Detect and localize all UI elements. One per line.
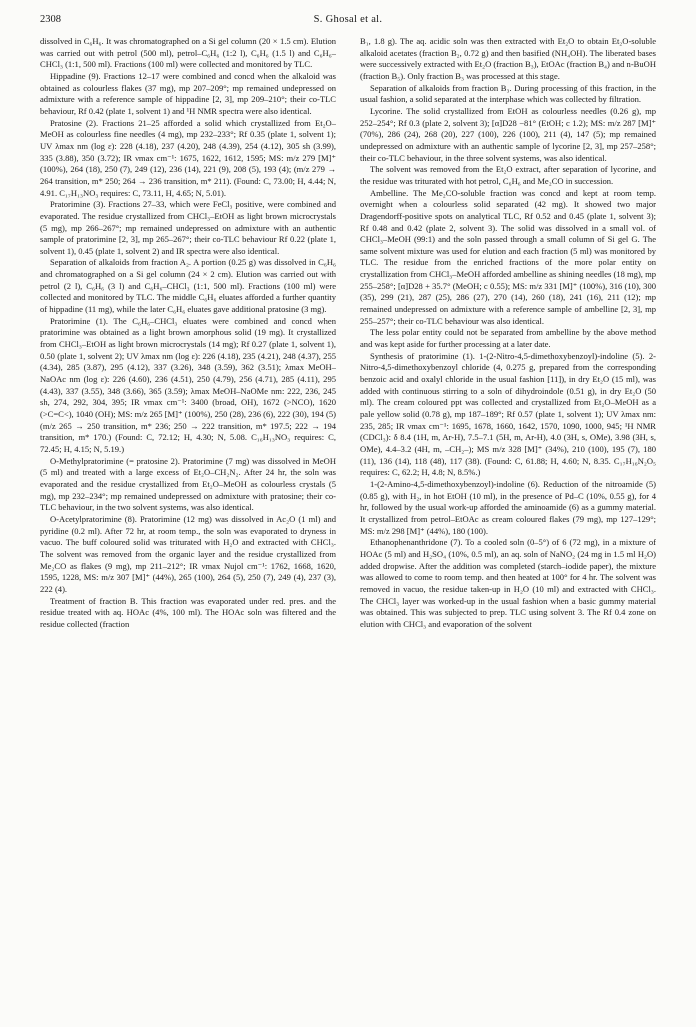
two-column-body: [40, 36, 656, 1011]
paragraph: 1-(2-Amino-4,5-dimethoxybenzoyl)-indoline (6). Reduction of the nitroamide (5) (0.85 g), with H₂, in hot EtOH (10 ml), in the presence of Pd–C (10%, 0.55 g), for 4 hr, followed by the usual work-up afforded the aminoamide (6) as a gummy material. It crystallized from petrol–EtOAc as cream coloured flakes (79 mg), mp 127–129°; MS: m/z 298 [M]⁺ (44%), 180 (100).: [360, 478, 656, 536]
paragraph: Separation of alkaloids from fraction A₂. A portion (0.25 g) was dissolved in C₆H₆ and chromatographed on a Si gel column (24 × 2 cm). Elution was carried out with petrol (2 l), C₆H₆ (3 l) and C₆H₆–CHCl₃ (1:1, 500 ml). Fractions (100 ml) were collected and monitored by TLC. The middle C₆H₆ eluates afforded a further quantity of hippadine (11 mg), while the later C₆H₆ eluates gave additional pratosine (3 mg).: [40, 257, 336, 315]
paragraph: Synthesis of pratorimine (1). 1-(2-Nitro-4,5-dimethoxybenzoyl)-indoline (5). 2-Nitro-4,5-dimethoxybenzoyl chloride (4, 0.275 g, prepared from the corresponding benzoic acid and oxalyl chloride in the usual fashion [11]), in dry Et₂O (15 ml), was added with continuous stirring to a soln of dihydroindole (0.51 g), in dry Et₂O (50 ml). The cream coloured ppt was collected and crystallized from Et₂O–MeOH as a pale yellow solid (0.78 g), mp 187–189°; Rf 0.57 (plate 1, solvent 1); UV λmax nm: 235, 285; IR νmax cm⁻¹: 1695, 1678, 1660, 1642, 1570, 1090, 1000, 945; ¹H NMR (CDCl₃): δ 8.4 (1H, m, Ar-H), 7.5–7.1 (5H, m, Ar-H), 4.0 (3H, s, OMe), 3.98 (3H, s, OMe), 4.4–3.2 (4H, m, –CH₂–); MS m/z 328 [M]⁺ (34%), 210 (100), 195 (7), 180 (11), 136 (14), 118 (48), 117 (38). (Found: C, 61.88; H, 4.60; N, 8.35. C₁₇H₁₆N₂O₅ requires: C, 62.2; H, 4.8; N, 8.5%.): [360, 350, 656, 478]
paragraph: dissolved in C₆H₆. It was chromatographed on a Si gel column (20 × 1.5 cm). Elution was carried out with petrol (500 ml), petrol–C₆H₆ (1:2 l), C₆H₆ (1.5 l) and C₆H₆–CHCl₃ (1:1, 500 ml). Fractions (100 ml) were collected and monitored by TLC.: [40, 36, 336, 70]
paragraph: Pratorimine (1). The C₆H₆–CHCl₃ eluates were combined and concd when pratorimine was obtained as a light brown amorphous solid (19 mg). It crystallized from CHCl₃–EtOH as light brown microcrystals (14 mg); Rf 0.27 (plate 1, solvent 1), 0.50 (plate 1, solvent 2); UV λmax nm (log ε): 226 (4.18), 235 (4.21), 248 (4.37), 255 (4.34), 285 (3.87), 295 (4.12), 337 (3.26), 348 (3.59), 362 (3.51); λmax MeOH–NaOAc nm (log ε): 226 (4.60), 236 (4.51), 250 (4.79), 256 (4.71), 285 (4.11), 295 (4.43), 337 (3.55), 348 (3.66), 365 (3.59); λmax MeOH–NaOMe nm: 222, 236, 245 sh, 274, 292, 304, 395; IR νmax cm⁻¹: 3400 (broad, OH), 1672 (>NCO), 1620 (>C=C<), 1040 (OH); MS: m/z 265 [M]⁺ (100%), 250 (28), 236 (6), 222 (30), 194 (5) (m/z 265 → 250 transition, m* 236; 250 → 222 transition, m* 197.5; 222 → 194 transition, m* 170.) (Found: C, 72.12; H, 4.30; N, 5.08. C₁₆H₁₃NO₃ requires: C, 72.45; H, 4.15; N, 5.19.): [40, 315, 336, 454]
paragraph: Hippadine (9). Fractions 12–17 were combined and concd when the alkaloid was obtained as colourless flakes (37 mg), mp 207–209°; mp remained undepressed on admixture with a reference sample of hippadine [2, 3], mp 209–210°; their co-TLC behaviour, Rf 0.42 (plate 1, solvent 1) and ¹H NMR spectra were also identical.: [40, 70, 336, 116]
paragraph: Ambelline. The Me₂CO-soluble fraction was concd and kept at room temp. overnight when a colourless solid separated (42 mg). It showed two major Dragendorff-positive spots on analytical TLC, Rf 0.52 and 0.45 (plate 1, solvent 3); Rf 0.48 and 0.42 (plate 2, solvent 3). The solid was dissolved in a small vol. of CHCl₃–MeOH (99:1) and the soln passed through a small column of Si gel G. The same solvent mixture was used for elution and each fraction (5 ml) was monitored by TLC. The residue from the enriched fractions of the more polar entity on crystallization from CHCl₃–MeOH afforded ambelline as shining needles (18 mg), mp 255–258°; [α]D28 + 35.7° (MeOH; c 0.55); MS: m/z 331 [M]⁺ (100%), 316 (10), 300 (35), 299 (21), 287 (25), 286 (27), 270 (14), 260 (18), 241 (16), 211 (12); mp remained undepressed on admixture with a reference sample of ambelline [2, 3], mp 255–257°; their co-TLC behaviour was also identical.: [360, 187, 656, 326]
paragraph: O-Acetylpratorimine (8). Pratorimine (12 mg) was dissolved in Ac₂O (1 ml) and pyridine (0.2 ml). After 72 hr, at room temp., the soln was evaporated to dryness in vacuo. The buff coloured solid was triturated with H₂O and extracted with CHCl₃. The solvent was removed from the organic layer and the residue crystallized from Me₂CO as flakes (9 mg), mp 211–212°; IR νmax Nujol cm⁻¹: 1762, 1668, 1620, 1595, 1228, MS: m/z 307 [M]⁺ (44%), 265 (100), 264 (5), 250 (7), 249 (4), 237 (3), 222 (4).: [40, 513, 336, 594]
paragraph: The solvent was removed from the Et₂O extract, after separation of lycorine, and the residue was triturated with hot petrol, C₆H₆ and Me₂CO in succession.: [360, 164, 656, 186]
paragraph: Lycorine. The solid crystallized from EtOH as colourless needles (0.26 g), mp 252–254°; Rf 0.3 (plate 2, solvent 3); [α]D28 −81° (EtOH; c 1.2); MS: m/z 287 [M]⁺ (70%), 286 (24), 268 (20), 227 (100), 226 (100), 211 (4), 147 (5); mp remained undepressed on admixture with an authentic sample of lycorine [2, 3], mp 257–258°; their co-TLC behaviour, in the three solvent systems, was also identical.: [360, 105, 656, 163]
running-head-authors: S. Ghosal et al.: [313, 14, 383, 25]
paragraph: The less polar entity could not be separated from ambelline by the above method and was kept aside for further processing at a later date.: [360, 327, 656, 350]
paragraph: Pratorimine (3). Fractions 27–33, which were FeCl₃ positive, were combined and evaporated. The residue crystallized from CHCl₃–EtOH as light brown microcrystals (5 mg), mp 266–267°; mp remained undepressed on admixture with an authentic sample of pratorimine [2, 3], mp 265–267°; their co-TLC behaviour Rf 0.22 (plate 1, solvent 1), 0.45 (plate 1, solvent 2) and IR spectra were also identical.: [40, 199, 336, 256]
right-column: [360, 36, 656, 1011]
paragraph: B₁, 1.8 g). The aq. acidic soln was then extracted with Et₂O to obtain Et₂O-soluble alkaloid acetates (fraction B₂, 0.72 g) and then basified (NH₄OH). The liberated bases were successively extracted with Et₂O (fraction B₃), EtOAc (fraction B₄) and n-BuOH (fraction B₅). Only fraction B₃ was processed at this stage.: [360, 36, 656, 81]
page-number: 2308: [40, 14, 61, 25]
paragraph: O-Methylpratorimine (= pratosine 2). Pratorimine (7 mg) was dissolved in MeOH (5 ml) and treated with a large excess of Et₂O–CH₂N₂. After 24 hr, the soln was evaporated and the residue crystallized from Et₂O–MeOH as colourless crystals (5 mg), mp 232–234°; mp remained undepressed on admixture with pratosine; their co-TLC behaviour, in the two solvent systems, was also identical.: [40, 455, 336, 513]
paragraph: Pratosine (2). Fractions 21–25 afforded a solid which crystallized from Et₂O–MeOH as colourless fine needles (4 mg), mp 232–233°; Rf 0.35 (plate 1, solvent 1); UV λmax nm (log ε): 228 (4.18), 237 (4.20), 248 (4.39), 254 (4.12), 305 sh (3.99), 335 (3.88), 350 (3.72); IR νmax cm⁻¹: 1675, 1622, 1612, 1595; MS: m/z 279 [M]⁺ (100%), 264 (18), 250 (7), 249 (12), 236 (14), 221 (9), 208 (5), 193 (4); (m/z 279 → 264 transition, m* 250; 264 → 236 transition, m* 211). (Found: C, 73.00; H, 4.44; N, 4.91. C₁₇H₁₃NO₃ requires: C, 73.11, H, 4.65; N, 5.01).: [40, 117, 336, 198]
paragraph: Ethanophenanthridone (7). To a cooled soln (0–5°) of 6 (72 mg), in a mixture of HOAc (5 ml) and H₂SO₄ (10%, 0.5 ml), an aq. soln of NaNO₂ (24 mg in 1.5 ml H₂O) added dropwise. After the addition was completed (starch–iodide paper), the mixture was allowed to come to room temp. and then heated at 100° for 4 hr. The solvent was removed in vacuo, the residue taken-up in H₂O (10 ml) and extracted with CHCl₃. The CHCl₃ layer was worked-up in the usual fashion when a basic gummy material was obtained. This was subjected to prep. TLC using solvent 3. The Rf 0.4 zone on elution with CHCl₃ and evaporation of the solvent: [360, 537, 656, 629]
left-column: [40, 36, 336, 1011]
paragraph: Treatment of fraction B. This fraction was evaporated under red. pres. and the residue treated with aq. HOAc (4%, 100 ml). The HOAc soln was filtered and the residue collected (fraction: [40, 595, 336, 629]
paragraph: Separation of alkaloids from fraction B₃. During processing of this fraction, in the usual fashion, a solid separated at the interphase which was collected by filtration.: [360, 82, 656, 105]
page-header: [40, 14, 656, 30]
